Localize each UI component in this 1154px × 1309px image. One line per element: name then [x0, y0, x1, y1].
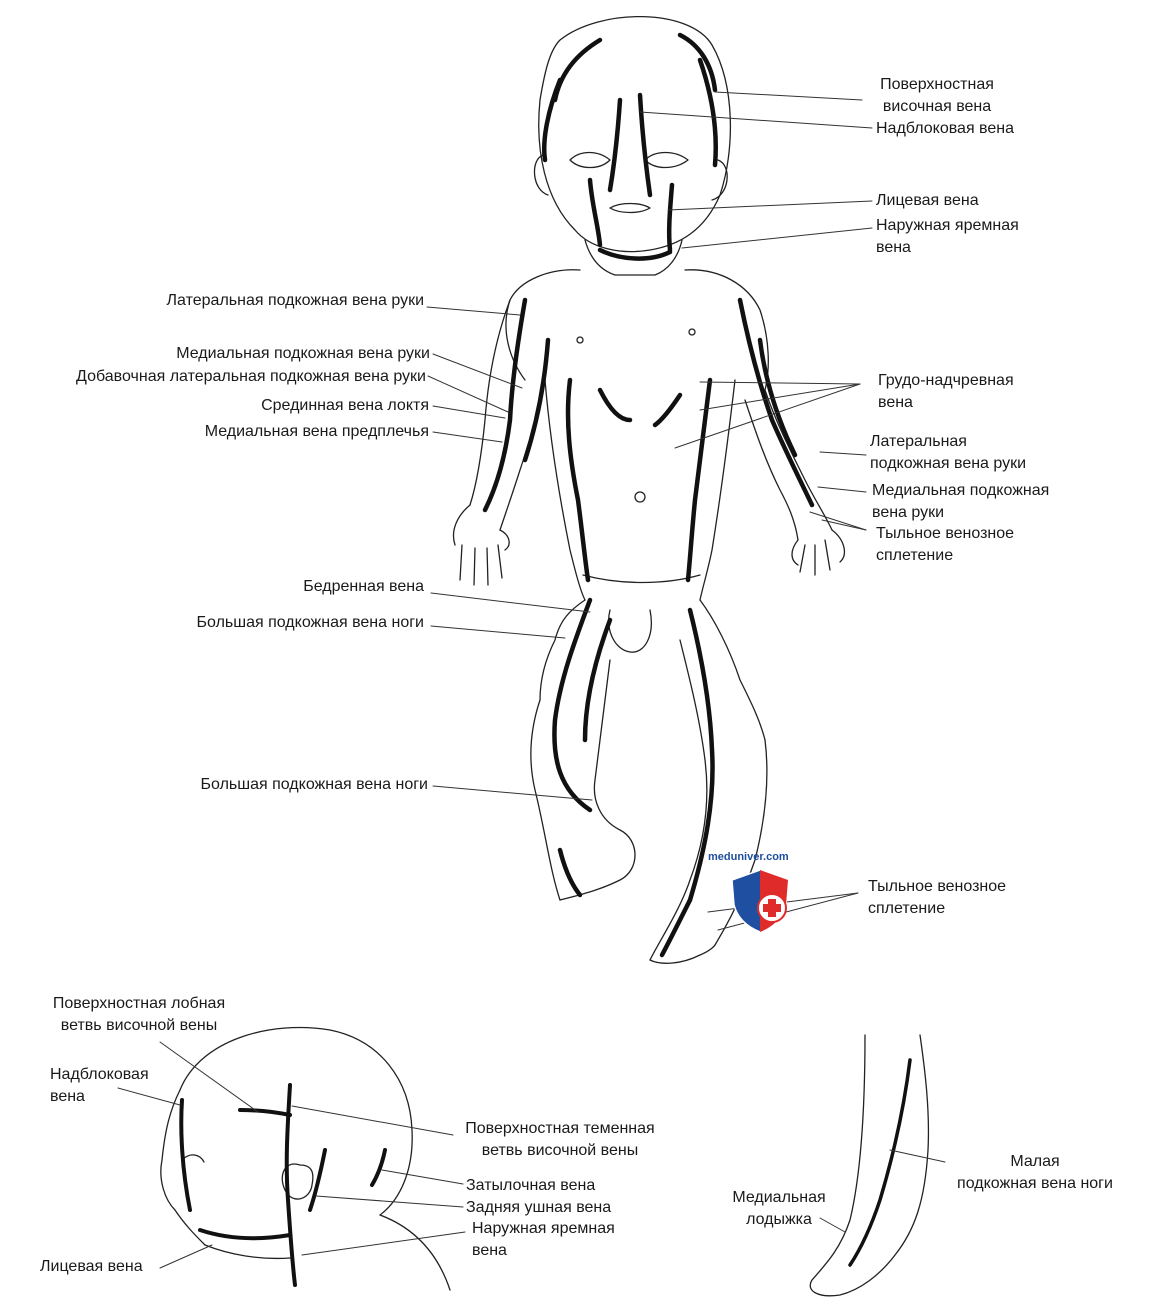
label-medial-arm-vein-right: Медиальная подкожная вена руки [872, 482, 1050, 521]
label-great-saphenous-vein-lower: Большая подкожная вена ноги [200, 776, 428, 793]
watermark-shield [732, 870, 788, 932]
label-dorsal-venous-plexus-hand: Тыльное венозное сплетение [876, 525, 1015, 564]
infant-outline [453, 17, 844, 964]
label-thoracoepigastric-vein: Грудо-надчревная вена [878, 372, 1014, 411]
label-dorsal-venous-plexus-foot: Тыльное венозное сплетение [868, 878, 1007, 917]
label-medial-malleolus: Медиальная лодыжка [732, 1189, 826, 1228]
label-great-saphenous-vein-upper: Большая подкожная вена ноги [196, 614, 424, 631]
label-small-saphenous-vein: Малая подкожная вена ноги [957, 1153, 1113, 1192]
leader-lines [118, 92, 945, 1268]
label-accessory-lateral-arm-vein: Добавочная латеральная подкожная вена руки [76, 368, 426, 385]
label-head-frontal-branch: Поверхностная лобная ветвь височной вены [52, 995, 226, 1034]
label-external-jugular-vein: Наружная яремная вена [876, 217, 1019, 256]
label-lateral-arm-vein-left: Латеральная подкожная вена руки [166, 292, 424, 309]
label-superficial-temporal-vein: Поверхностная височная вена [880, 76, 994, 115]
label-head-posterior-auricular: Задняя ушная вена [466, 1199, 612, 1216]
label-femoral-vein: Бедренная вена [303, 578, 424, 595]
label-head-parietal-branch: Поверхностная теменная ветвь височной вены [465, 1120, 655, 1159]
label-head-occipital: Затылочная вена [466, 1177, 596, 1194]
label-lateral-arm-vein-right: Латеральная подкожная вена руки [870, 433, 1027, 472]
label-median-forearm-vein: Медиальная вена предплечья [204, 423, 429, 440]
watermark-text: meduniver.com [708, 851, 789, 863]
head-inset-outline [161, 1028, 450, 1291]
label-head-supratrochlear: Надблоковая вена [50, 1066, 149, 1105]
label-facial-vein: Лицевая вена [876, 192, 979, 209]
label-head-facial: Лицевая вена [40, 1258, 143, 1275]
label-head-external-jugular: Наружная яремная вена [472, 1220, 615, 1259]
label-medial-arm-vein-left: Медиальная подкожная вена руки [176, 345, 430, 362]
label-supratrochlear-vein: Надблоковая вена [876, 120, 1015, 137]
leg-inset-outline [810, 1035, 928, 1296]
label-median-cubital-vein: Срединная вена локтя [261, 397, 429, 414]
